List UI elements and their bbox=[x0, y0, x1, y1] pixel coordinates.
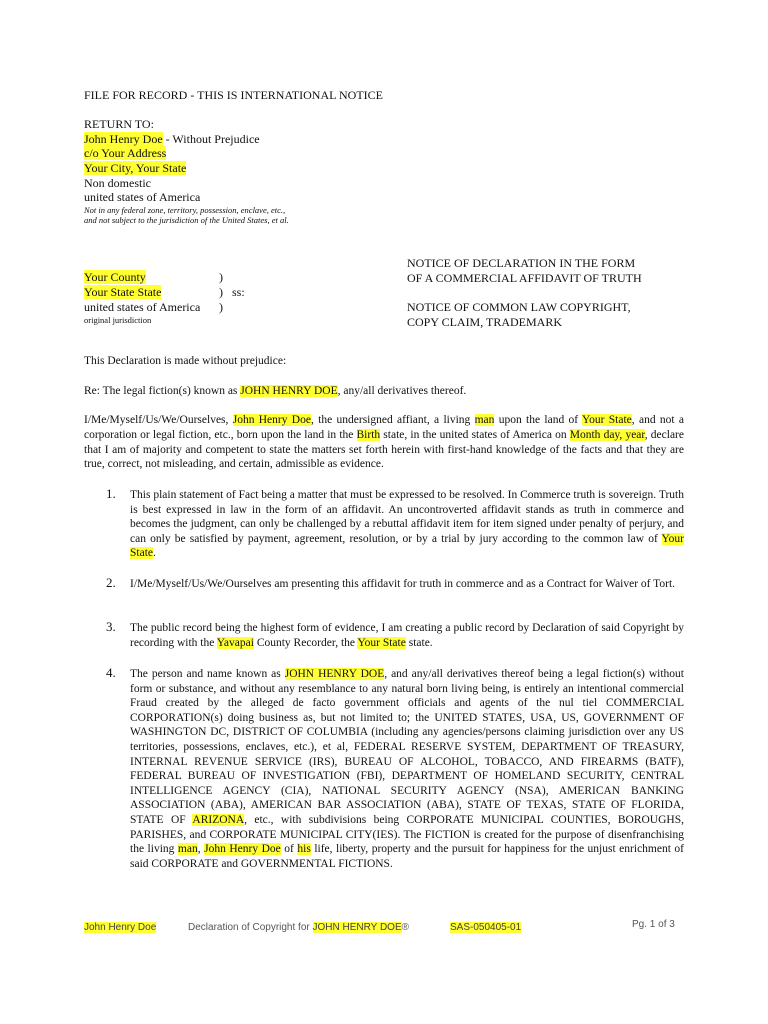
item-4-text-e: of bbox=[280, 843, 298, 856]
affiant-birth: Birth bbox=[356, 428, 381, 441]
affiant-date: Month day, year bbox=[569, 428, 645, 441]
item-1-text-a: This plain statement of Fact being a matter that must be expressed to be resolved. In Commerce truth is sovereign. Truth is best expressed in law in the form of an affidavit. An uncontroverted affidavit stands as truth in commerce and becomes the judgment, can only be challenged by a rebuttal affidavit item for item signed under penalty of perjury, and can only be satisfied by payment, agreement, resolution, or by a trial by jury according to the common law of bbox=[130, 489, 684, 545]
affiant-text-b: , the undersigned affiant, a living bbox=[310, 414, 475, 426]
item-3-state: Your State bbox=[357, 636, 406, 649]
return-to-address1-line bbox=[84, 146, 166, 161]
item-3-text bbox=[130, 621, 684, 650]
footer-declaration-line bbox=[188, 922, 409, 933]
footer-declaration-prefix: Declaration of Copyright for bbox=[188, 922, 313, 933]
affiant-man: man bbox=[474, 414, 495, 426]
affiant-text-d: , and not a corporation or legal fiction, etc., born upon the land in the bbox=[84, 414, 684, 441]
caption-county-line bbox=[84, 270, 146, 285]
item-4-text-c: , etc., with subdivisions being CORPORATE MUNICIPAL COUNTIES, BOROUGHS, PARISHES, and CORPORATE MUNICIPAL CITY(IES). The FICTION is created for the purpose of disenfranchising the living bbox=[130, 813, 684, 856]
return-to-address2: Your City, Your State bbox=[84, 161, 187, 175]
item-4-number: 4. bbox=[106, 665, 116, 680]
return-to-name-line bbox=[84, 132, 260, 147]
affiant-text-e: state, in the united states of America on bbox=[380, 428, 570, 441]
re-fiction-name: JOHN HENRY DOE bbox=[240, 385, 338, 397]
footer-registered-mark: ® bbox=[401, 922, 409, 933]
item-4-arizona: ARIZONA bbox=[192, 813, 245, 826]
footer-name: John Henry Doe bbox=[84, 922, 157, 933]
footer-declaration-name: JOHN HENRY DOE bbox=[312, 922, 402, 933]
declaration-statement: This Declaration is made without prejudice: bbox=[84, 355, 287, 367]
item-2-text: I/Me/Myself/Us/We/Ourselves am presenting this affidavit for truth in commerce and as a Contract for Waiver of Tort. bbox=[130, 578, 676, 590]
item-4-text-b: , and any/all derivatives thereof being a legal fiction(s) without form or substance, and without any resemblance to any natural born living being, is entirely an intentional commercial Fraud created by the alleged de facto government officials and agents of the nul tiel COMMERCIAL CORPORATION(s) doing business as, but not limited to; the UNITED STATES, USA, US, GOVERNMENT OF WASHINGTON DC, DISTRICT OF COLUMBIA (including any agencies/persons claiming jurisdiction over any US territories, possessions, enclaves, etc.), et al, FEDERAL RESERVE SYSTEM, DEPARTMENT OF TREASURY, INTERNAL REVENUE SERVICE (IRS), BUREAU OF ALCOHOL, TOBACCO, AND FIREARMS (BATF), FEDERAL BUREAU OF INVESTIGATION (FBI), DEPARTMENT OF HOMELAND SECURITY, CENTRAL INTELLIGENCE AGENCY (CIA), NATIONAL SECURITY AGENCY (NSA), AMERICAN BANKING ASSOCIATION (ABA), AMERICAN BAR ASSOCIATION (ABA), STATE OF TEXAS, STATE OF FLORIDA, STATE OF bbox=[130, 668, 684, 826]
affiant-paragraph bbox=[84, 413, 684, 472]
item-1-text-b: . bbox=[153, 547, 156, 560]
jurisdiction-note-1: Not in any federal zone, territory, possession, enclave, etc., bbox=[84, 205, 286, 215]
caption-country: united states of America bbox=[84, 300, 201, 314]
caption-state: Your State State bbox=[84, 285, 162, 299]
affiant-name: John Henry Doe bbox=[232, 414, 311, 426]
return-to-country: united states of America bbox=[84, 190, 201, 204]
return-to-label: RETURN TO: bbox=[84, 117, 154, 131]
item-4-name: JOHN HENRY DOE bbox=[284, 668, 385, 680]
affiant-text-f: , declare that I am of majority and competent to state the matters set forth herein with first-hand knowledge of the facts and that they are true, correct, not misleading, and certain, admissible as evidence. bbox=[84, 428, 684, 471]
affiant-state: Your State bbox=[581, 414, 632, 426]
caption-state-line bbox=[84, 285, 161, 300]
item-4-text bbox=[130, 667, 684, 871]
return-to-name-suffix: - Without Prejudice bbox=[162, 132, 260, 146]
item-4-text-f: life, liberty, property and the pursuit for happiness for the unjust enrichment of said CORPORATE and GOVERNMENTAL FICTIONS. bbox=[130, 843, 685, 870]
re-prefix: Re: The legal fiction(s) known as bbox=[84, 385, 241, 397]
re-suffix: , any/all derivatives thereof. bbox=[337, 385, 467, 397]
item-3-text-c: state. bbox=[405, 636, 433, 649]
notice-title-line-3: NOTICE OF COMMON LAW COPYRIGHT, bbox=[407, 300, 631, 314]
return-to-address2-line bbox=[84, 161, 186, 176]
item-4-man: man bbox=[177, 843, 198, 856]
return-to-name: John Henry Doe bbox=[84, 132, 163, 146]
caption-paren-2: ) ss: bbox=[219, 285, 245, 299]
return-to-non-domestic: Non domestic bbox=[84, 176, 151, 190]
caption-paren-3: ) bbox=[219, 300, 223, 314]
caption-paren-1: ) bbox=[219, 270, 223, 284]
item-1-text bbox=[130, 488, 684, 561]
jurisdiction-note-2: and not subject to the jurisdiction of the United States, et al. bbox=[84, 215, 289, 225]
footer-code: SAS-050405-01 bbox=[450, 922, 522, 933]
item-1-number: 1. bbox=[106, 486, 116, 501]
notice-title-line-1: NOTICE OF DECLARATION IN THE FORM bbox=[407, 256, 636, 270]
footer-page-number: Pg. 1 of 3 bbox=[632, 919, 675, 930]
item-4-text-a: The person and name known as bbox=[130, 668, 285, 680]
re-line bbox=[84, 384, 466, 399]
item-3-text-b: County Recorder, the bbox=[253, 636, 358, 649]
item-3-county: Yavapai bbox=[216, 636, 254, 649]
item-4-his: his bbox=[297, 843, 311, 856]
notice-title-line-2: OF A COMMERCIAL AFFIDAVIT OF TRUTH bbox=[407, 271, 642, 285]
caption-jurisdiction: original jurisdiction bbox=[84, 315, 152, 325]
caption-county: Your County bbox=[84, 270, 146, 284]
file-for-record-heading: FILE FOR RECORD - THIS IS INTERNATIONAL NOTICE bbox=[84, 88, 383, 102]
affiant-text-a: I/Me/Myself/Us/We/Ourselves, bbox=[84, 414, 233, 426]
item-3-text-a: The public record being the highest form of evidence, I am creating a public record by Declaration of said Copyright by recording with the bbox=[130, 622, 684, 649]
notice-title-line-4: COPY CLAIM, TRADEMARK bbox=[407, 315, 563, 329]
item-4-name-2: John Henry Doe bbox=[204, 843, 281, 856]
footer-name-line bbox=[84, 922, 156, 933]
item-4-text-d: , bbox=[197, 843, 205, 856]
footer-code-line bbox=[450, 922, 521, 933]
affiant-text-c: upon the land of bbox=[494, 414, 582, 426]
item-2-number: 2. bbox=[106, 575, 116, 590]
return-to-address1: c/o Your Address bbox=[84, 146, 167, 160]
item-1-state: Your State bbox=[130, 532, 684, 560]
item-3-number: 3. bbox=[106, 619, 116, 634]
